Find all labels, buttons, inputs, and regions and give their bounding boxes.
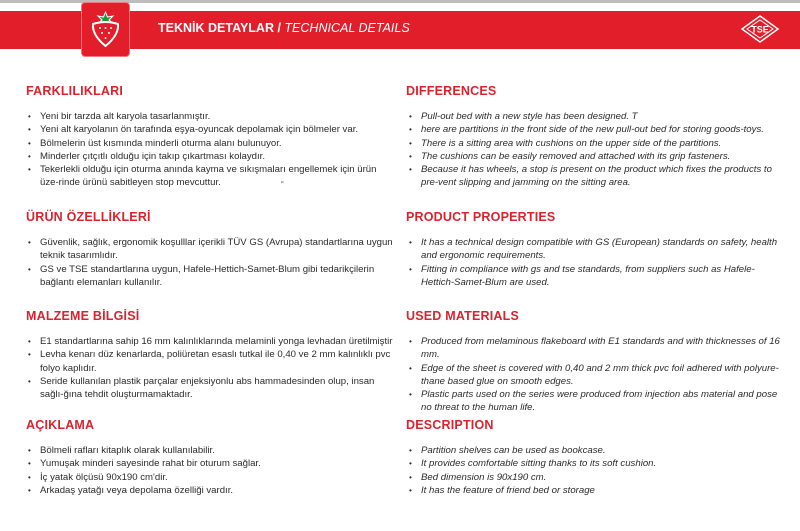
list-item: • Plastic parts used on the series were produced from injection abs material and pose no threat to the human life.: [407, 388, 787, 415]
list-item: • Because it has wheels, a stop is present on the product which fixes the products to pre-vent slipping and jamming on the sitting area.: [407, 163, 782, 190]
list-item: • The cushions can be easily removed and attached with its grip fasteners.: [407, 150, 782, 163]
list-item: • GS ve TSE standartlarına uygun, Hafele-Hettich-Samet-Blum gibi tedarikçilerin bağlantı elemanları kullanılır.: [26, 263, 396, 290]
section-heading: DIFFERENCES: [406, 84, 497, 98]
section-heading: FARKLILIKLARI: [26, 84, 124, 98]
differences-en-list: [407, 110, 782, 190]
section-heading: ÜRÜN ÖZELLİKLERİ: [26, 210, 151, 224]
list-item: • Yumuşak minderi sayesinde rahat bir oturum sağlar.: [26, 457, 386, 470]
list-item: • It provides comfortable sitting thanks to its soft cushion.: [407, 457, 777, 470]
list-item: • Bölmeli rafları kitaplık olarak kullanılabilir.: [26, 444, 386, 457]
properties-en-list: [407, 236, 787, 289]
list-item: • Minderler çıtçıtlı olduğu için takıp çıkartması kolaydır.: [26, 150, 386, 163]
section-heading: PRODUCT PROPERTIES: [406, 210, 556, 224]
list-item: • Edge of the sheet is covered with 0,40 and 2 mm thick pvc foil adhered with polyure-thane based glue on smooth edges.: [407, 362, 787, 389]
list-item: • Arkadaş yatağı veya depolama özelliği vardır.: [26, 484, 386, 497]
list-item: • Partition shelves can be used as bookcase.: [407, 444, 777, 457]
materials-tr-list: [26, 335, 396, 401]
section-heading: USED MATERIALS: [406, 309, 519, 323]
title-english: TECHNICAL DETAILS: [284, 21, 410, 35]
properties-tr-list: [26, 236, 396, 289]
materials-en-list: [407, 335, 787, 415]
list-item: • Fitting in compliance with gs and tse standards, from suppliers such as Hafele-Hettich-Samet-Blum are used.: [407, 263, 787, 290]
list-item: • Yeni alt karyolanın ön tarafında eşya-oyuncak depolamak için bölmeler var.: [26, 123, 386, 136]
title-turkish: TEKNİK DETAYLAR /: [158, 21, 281, 35]
section-heading: MALZEME BİLGİSİ: [26, 309, 140, 323]
section-heading: AÇIKLAMA: [26, 418, 95, 432]
svg-text:TSE: TSE: [751, 24, 769, 35]
list-item: • Güvenlik, sağlık, ergonomik koşulllar içerikli TÜV GS (Avrupa) standartlarına uygun teknik tasarımlıdır.: [26, 236, 396, 263]
strawberry-logo: [82, 3, 129, 56]
page-title: [158, 21, 410, 35]
list-item: • There is a sitting area with cushions on the upper side of the partitions.: [407, 137, 782, 150]
list-item: • It has a technical design compatible with GS (European) standards on safety, health and ergonomic requirements.: [407, 236, 787, 263]
list-item: • Bölmelerin üst kısmında minderli oturma alanı bulunuyor.: [26, 137, 386, 150]
list-item: • Produced from melaminous flakeboard with E1 standards and with thicknesses of 16 mm.: [407, 335, 787, 362]
list-item: • Pull-out bed with a new style has been designed. T: [407, 110, 782, 123]
list-item: • İç yatak ölçüsü 90x190 cm'dir.: [26, 471, 386, 484]
list-item: • Yeni bir tarzda alt karyola tasarlanmıştır.: [26, 110, 386, 123]
list-item: • Bed dimension is 90x190 cm.: [407, 471, 777, 484]
list-item: • here are partitions in the front side of the new pull-out bed for storing goods-toys.: [407, 123, 782, 136]
tse-certification-icon: [740, 14, 780, 49]
strawberry-icon: [90, 11, 121, 48]
section-heading: DESCRIPTION: [406, 418, 494, 432]
list-item: • Levha kenarı düz kenarlarda, poliüretan esaslı tutkal ile 0,40 ve 2 mm kalınlıklı pvc folyo kaplıdır.: [26, 348, 396, 375]
list-item: • It has the feature of friend bed or storage: [407, 484, 777, 497]
list-item: • E1 standartlarına sahip 16 mm kalınlıklarında melaminli yonga levhadan üretilmiştir: [26, 335, 396, 348]
differences-tr-list: [26, 110, 386, 190]
description-tr-list: [26, 444, 386, 497]
list-item: • Tekerlekli olduğu için oturma anında kayma ve sıkışmaları engellemek için ürün üze-rinde ürünü sabitleyen stop mevcuttur.: [26, 163, 386, 190]
description-en-list: [407, 444, 777, 497]
list-item: • Seride kullanılan plastik parçalar enjeksiyonlu abs hammadesinden olup, insan sağlı-ğına tehdit oluşturmamaktadır.: [26, 375, 396, 402]
stray-mark: “: [281, 180, 284, 189]
